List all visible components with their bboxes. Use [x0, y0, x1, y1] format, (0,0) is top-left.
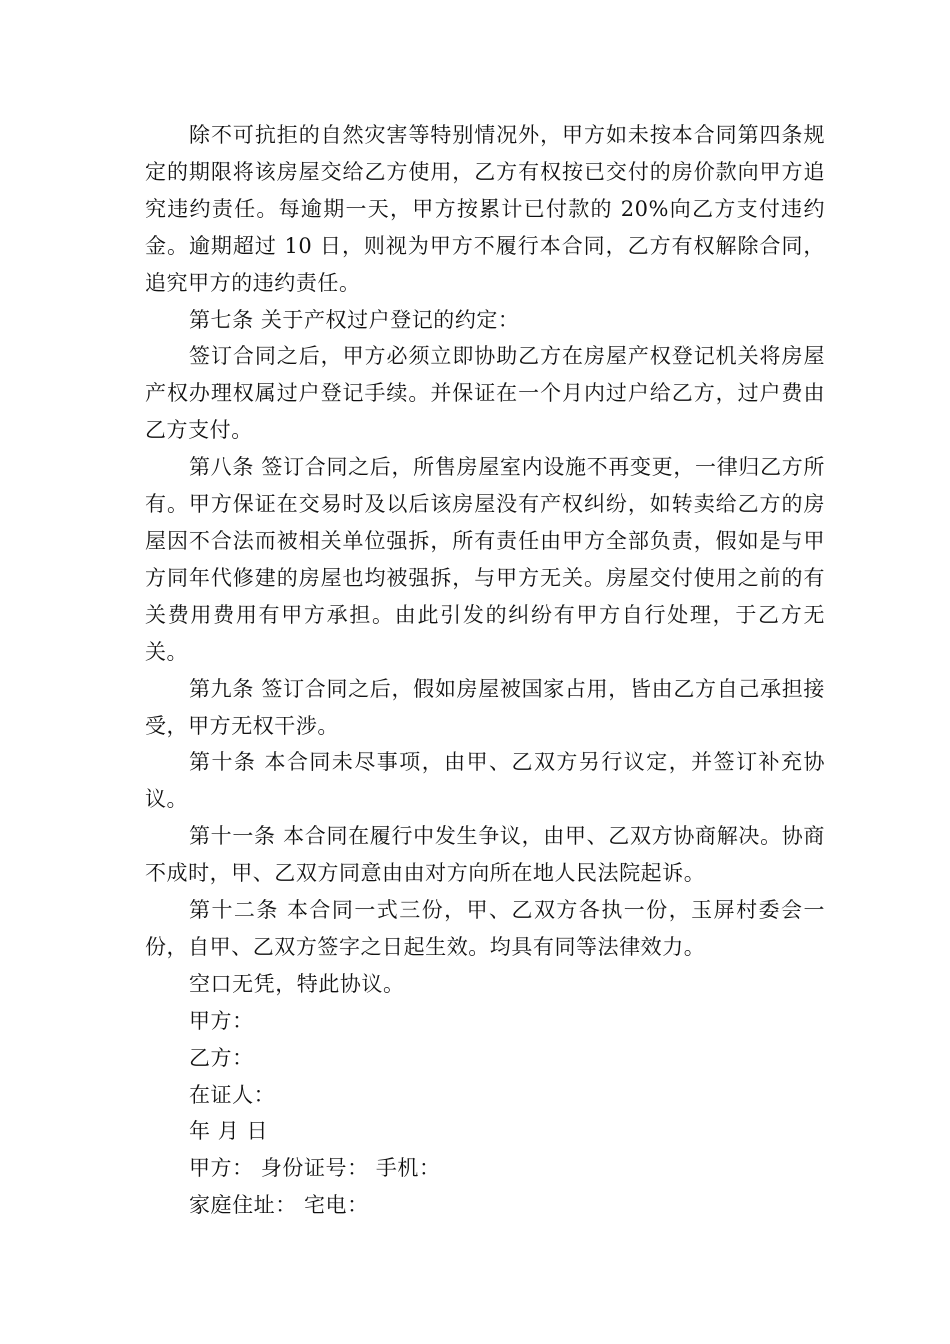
paragraph-article-11: 第十一条 本合同在履行中发生争议，由甲、乙双方协商解决。协商不成时，甲、乙双方同意由由对方向所在地人民法院起诉。	[145, 824, 825, 886]
paragraph-closing: 空口无凭，特此协议。	[189, 971, 405, 996]
paragraph-article-12: 第十二条 本合同一式三份，甲、乙双方各执一份，玉屏村委会一份，自甲、乙双方签字之日起生效。均具有同等法律效力。	[145, 898, 825, 959]
signature-witness: 在证人：	[189, 1082, 276, 1107]
signature-party-a: 甲方：	[189, 1008, 254, 1033]
paragraph-article-10: 第十条 本合同未尽事项，由甲、乙双方另行议定，并签订补充协议。	[145, 750, 825, 812]
contract-body	[145, 117, 825, 1224]
paragraph-article-7-body: 签订合同之后，甲方必须立即协助乙方在房屋产权登记机关将房屋产权办理权属过户登记手续。并保证在一个月内过户给乙方，过户费由乙方支付。	[145, 344, 825, 443]
signature-party-b: 乙方：	[189, 1045, 254, 1070]
paragraph-article-9: 第九条 签订合同之后，假如房屋被国家占用，皆由乙方自己承担接受，甲方无权干涉。	[145, 676, 825, 738]
party-a-contact-line: 甲方： 身份证号： 手机：	[189, 1156, 441, 1181]
signature-date: 年 月 日	[189, 1119, 269, 1144]
party-a-address-line: 家庭住址： 宅电：	[189, 1193, 369, 1218]
paragraph-delivery-penalty: 除不可抗拒的自然灾害等特别情况外，甲方如未按本合同第四条规定的期限将该房屋交给乙方使用，乙方有权按已交付的房价款向甲方追究违约责任。每逾期一天，甲方按累计已付款的 20%向乙方支付违约金。逾期超过 10 日，则视为甲方不履行本合同，乙方有权解除合同，追究甲方的违约责任。	[145, 123, 825, 295]
paragraph-article-7-heading: 第七条 关于产权过户登记的约定：	[189, 307, 520, 332]
paragraph-article-8: 第八条 签订合同之后，所售房屋室内设施不再变更，一律归乙方所有。甲方保证在交易时及以后该房屋没有产权纠纷，如转卖给乙方的房屋因不合法而被相关单位强拆，所有责任由甲方全部负责，假如是与甲方同年代修建的房屋也均被强拆，与甲方无关。房屋交付使用之前的有关费用费用有甲方承担。由此引发的纠纷有甲方自行处理，于乙方无关。	[145, 455, 825, 664]
